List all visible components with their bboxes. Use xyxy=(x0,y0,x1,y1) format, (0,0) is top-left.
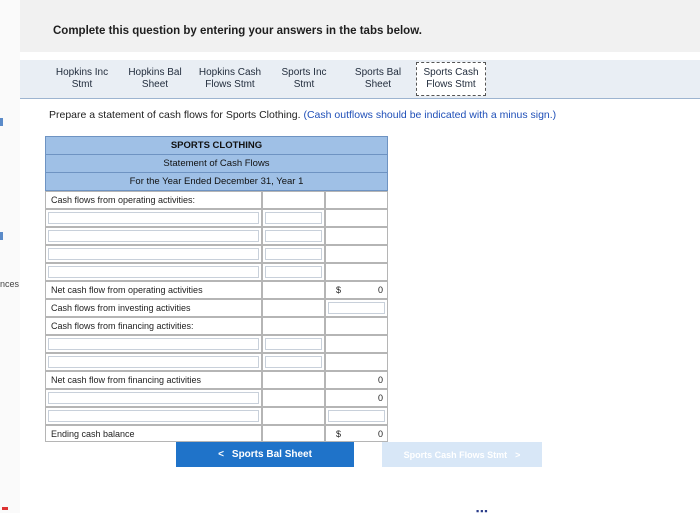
investing-label: Cash flows from investing activities xyxy=(45,299,262,317)
tab-label-line1: Hopkins Inc xyxy=(55,67,109,78)
tab-sports-inc-stmt[interactable] xyxy=(272,60,336,98)
tab-label-line1: Sports Inc xyxy=(281,67,327,78)
table-row xyxy=(45,335,388,353)
tab-label-line2: Stmt xyxy=(71,79,93,90)
tab-bar xyxy=(20,60,700,98)
table-row xyxy=(45,263,388,281)
table-row xyxy=(45,317,388,335)
chevron-left-icon: < xyxy=(218,449,224,460)
total-cell xyxy=(325,263,388,281)
amount-cell xyxy=(262,407,325,425)
tab-sports-bal-sheet[interactable] xyxy=(346,60,410,98)
net-operating-value: 0 xyxy=(377,285,383,295)
ending-cash-label: Ending cash balance xyxy=(45,425,262,442)
total-cell xyxy=(325,335,388,353)
total-cell xyxy=(325,245,388,263)
tab-hopkins-inc-stmt[interactable] xyxy=(48,60,116,98)
operating-amount-input[interactable] xyxy=(262,263,325,281)
table-row xyxy=(45,299,388,317)
net-operating-total xyxy=(325,281,388,299)
ending-cash-total xyxy=(325,425,388,442)
left-sidebar-edge xyxy=(0,0,21,513)
investing-total-input[interactable] xyxy=(325,299,388,317)
beginning-cash-input[interactable] xyxy=(325,407,388,425)
net-financing-total xyxy=(325,371,388,389)
net-financing-value: 0 xyxy=(377,375,383,385)
instruction-main: Prepare a statement of cash flows for Sports Clothing. xyxy=(49,109,301,121)
tab-label-line2: Sheet xyxy=(364,79,392,90)
currency-symbol: $ xyxy=(336,285,342,295)
table-row xyxy=(45,191,388,209)
question-title: Complete this question by entering your answers in the tabs below. xyxy=(53,25,422,37)
tab-underline xyxy=(20,98,700,99)
financing-item-input[interactable] xyxy=(45,335,262,353)
table-row xyxy=(45,353,388,371)
table-row xyxy=(45,425,388,442)
tab-label-line2: Flows Stmt xyxy=(426,79,476,90)
amount-cell xyxy=(262,371,325,389)
financing-header-label: Cash flows from financing activities: xyxy=(45,317,262,335)
table-row xyxy=(45,389,388,407)
tab-label-line1: Hopkins Cash xyxy=(198,67,262,78)
amount-cell xyxy=(262,299,325,317)
sidebar-marker xyxy=(0,232,3,240)
operating-amount-input[interactable] xyxy=(262,209,325,227)
instruction-note: (Cash outflows should be indicated with a minus sign.) xyxy=(303,109,557,121)
question-header xyxy=(20,0,700,53)
beginning-cash-label-input[interactable] xyxy=(45,407,262,425)
operating-item-input[interactable] xyxy=(45,209,262,227)
net-operating-label: Net cash flow from operating activities xyxy=(45,281,262,299)
statement-name: Statement of Cash Flows xyxy=(45,154,388,172)
financing-amount-input[interactable] xyxy=(262,335,325,353)
amount-cell xyxy=(262,317,325,335)
sidebar-cutoff-text: nces xyxy=(0,279,20,289)
subtotal-total xyxy=(325,389,388,407)
tab-label-line1: Sports Bal xyxy=(354,67,402,78)
total-cell xyxy=(325,209,388,227)
prev-tab-label: Sports Bal Sheet xyxy=(231,449,312,460)
net-financing-label: Net cash flow from financing activities xyxy=(45,371,262,389)
ending-cash-value: 0 xyxy=(377,428,383,439)
operating-amount-input[interactable] xyxy=(262,245,325,263)
sidebar-marker xyxy=(0,118,3,126)
tab-sports-cash-flows-stmt[interactable] xyxy=(416,62,486,96)
subtotal-value: 0 xyxy=(377,393,383,403)
total-cell xyxy=(325,191,388,209)
total-cell xyxy=(325,227,388,245)
total-cell xyxy=(325,317,388,335)
sidebar-red-marker xyxy=(2,507,8,510)
next-tab-button[interactable] xyxy=(382,442,542,467)
tab-label-line1: Sports Cash xyxy=(423,67,479,78)
amount-cell xyxy=(262,281,325,299)
statement-header xyxy=(45,136,388,191)
tab-label-line2: Flows Stmt xyxy=(205,79,255,90)
table-row xyxy=(45,407,388,425)
tab-hopkins-bal-sheet[interactable] xyxy=(121,60,189,98)
table-row xyxy=(45,209,388,227)
operating-item-input[interactable] xyxy=(45,263,262,281)
tab-label-line1: Hopkins Bal xyxy=(128,67,182,78)
tab-label-line2: Sheet xyxy=(141,79,169,90)
tab-hopkins-cash-flows-stmt[interactable] xyxy=(194,60,266,98)
financing-item-input[interactable] xyxy=(45,353,262,371)
table-row xyxy=(45,371,388,389)
chevron-right-icon: > xyxy=(515,449,521,460)
amount-cell xyxy=(262,191,325,209)
currency-symbol: $ xyxy=(336,428,342,439)
company-name: SPORTS CLOTHING xyxy=(45,136,388,154)
subtotal-label-input[interactable] xyxy=(45,389,262,407)
more-dots-icon: ▪▪▪ xyxy=(476,506,489,516)
tab-label-line2: Stmt xyxy=(293,79,315,90)
financing-amount-input[interactable] xyxy=(262,353,325,371)
total-cell xyxy=(325,353,388,371)
operating-amount-input[interactable] xyxy=(262,227,325,245)
amount-cell xyxy=(262,389,325,407)
prev-tab-button[interactable] xyxy=(176,442,354,467)
table-row xyxy=(45,281,388,299)
operating-item-input[interactable] xyxy=(45,245,262,263)
operating-item-input[interactable] xyxy=(45,227,262,245)
table-row xyxy=(45,245,388,263)
operating-header-label: Cash flows from operating activities: xyxy=(45,191,262,209)
table-row xyxy=(45,227,388,245)
amount-cell xyxy=(262,425,325,442)
next-tab-label: Sports Cash Flows Stmt xyxy=(403,449,508,460)
statement-period: For the Year Ended December 31, Year 1 xyxy=(45,172,388,191)
instruction-text xyxy=(49,109,556,121)
